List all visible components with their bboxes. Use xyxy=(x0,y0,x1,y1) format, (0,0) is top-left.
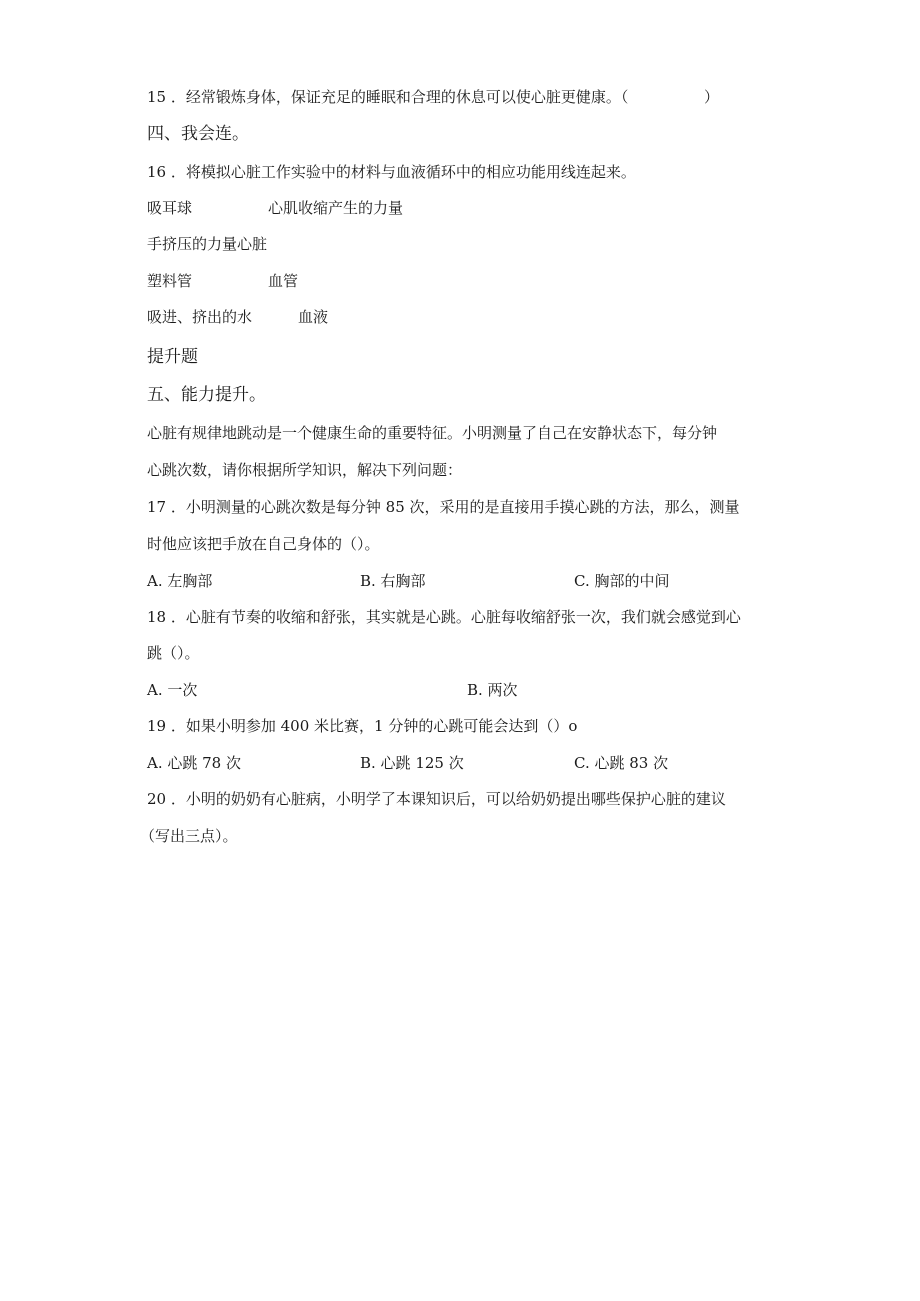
option-c: C. 心跳 83 次 xyxy=(574,754,669,772)
question-20-continued: （写出三点）。 xyxy=(140,827,238,845)
question-20 xyxy=(147,789,726,809)
intro-line-1: 心脏有规律地跳动是一个健康生命的重要特征。小明测量了自己在安静状态下，每分钟 xyxy=(147,424,718,442)
question-number: 16 xyxy=(147,163,167,181)
question-number: 18 xyxy=(147,608,167,626)
question-19 xyxy=(147,716,577,736)
question-text: ．小明的奶奶有心脏病，小明学了本课知识后，可以给奶奶提出哪些保护心脏的建议 xyxy=(170,790,726,808)
question-text: ．如果小明参加 400 米比赛，1 分钟的心跳可能会达到（）o xyxy=(170,717,578,735)
section-heading-5: 五、能力提升。 xyxy=(147,385,266,405)
question-text: ．经常锻炼身体，保证充足的睡眠和合理的休息可以使心脏更健康。（ xyxy=(170,88,629,106)
match-left-item: 塑料管 xyxy=(147,272,193,290)
question-number: 19 xyxy=(147,717,167,735)
answer-blank-close: ） xyxy=(704,88,720,106)
option-b: B. 右胸部 xyxy=(360,572,426,590)
level-label: 提升题 xyxy=(147,347,198,367)
option-c: C. 胸部的中间 xyxy=(574,572,670,590)
question-text: ．心脏有节奏的收缩和舒张，其实就是心跳。心脏每收缩舒张一次，我们就会感觉到心 xyxy=(170,608,741,626)
option-a: A. 左胸部 xyxy=(147,572,213,590)
match-right-item: 血液 xyxy=(298,308,329,326)
question-number: 17 xyxy=(147,498,167,516)
question-number: 15 xyxy=(147,88,167,106)
match-left-item: 吸进、挤出的水 xyxy=(147,308,253,326)
option-a: A. 一次 xyxy=(147,681,198,699)
question-text: ．将模拟心脏工作实验中的材料与血液循环中的相应功能用线连起来。 xyxy=(170,163,636,181)
question-text: ．小明测量的心跳次数是每分钟 85 次，采用的是直接用手摸心跳的方法，那么，测量 xyxy=(170,498,740,516)
match-left-item: 手挤压的力量心脏 xyxy=(147,235,268,253)
question-number: 20 xyxy=(147,790,167,808)
match-left-item: 吸耳球 xyxy=(147,199,193,217)
option-a: A. 心跳 78 次 xyxy=(147,754,241,772)
question-18-continued: 跳（）。 xyxy=(147,644,200,662)
question-17 xyxy=(147,497,740,517)
question-17-continued: 时他应该把手放在自己身体的（）。 xyxy=(147,535,380,553)
match-right-item: 血管 xyxy=(268,272,299,290)
intro-line-2: 心跳次数，请你根据所学知识，解决下列问题： xyxy=(147,461,463,479)
question-16 xyxy=(147,162,636,182)
question-18 xyxy=(147,607,741,627)
match-right-item: 心肌收缩产生的力量 xyxy=(268,199,404,217)
question-15 xyxy=(147,87,628,107)
section-heading-4: 四、我会连。 xyxy=(147,124,249,144)
option-b: B. 心跳 125 次 xyxy=(360,754,464,772)
option-b: B. 两次 xyxy=(467,681,518,699)
